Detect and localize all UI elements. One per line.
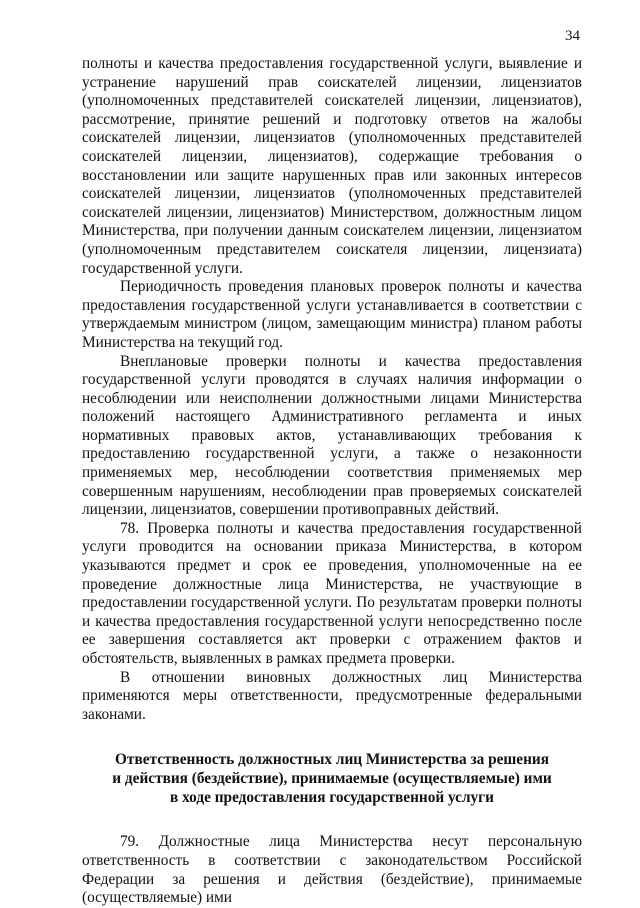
paragraph-liability-measures: В отношении виновных должностных лиц Министерства применяются меры ответственности, предусмотренные федеральными законами.	[82, 668, 582, 723]
paragraph-item-79: 79. Должностные лица Министерства несут персональную ответственность в соответствии с законодательством Российской Федерации за решения и действия (бездействие), принимаемые (осуществляемые) ими	[82, 833, 582, 907]
page-number: 34	[565, 28, 580, 44]
document-body	[82, 55, 582, 908]
paragraph-item-78: 78. Проверка полноты и качества предоставления государственной услуги проводится на основании приказа Министерства, в котором указываются предмет и срок ее проведения, уполномоченные на ее проведение должностные лица Министерства, не участвующие в предоставлении государственной услуги. По результатам проверки полноты и качества предоставления государственной услуги непосредственно после ее завершения составляется акт проверки с отражением фактов и обстоятельств, выявленных в рамках предмета проверки.	[82, 519, 582, 667]
heading-line: в ходе предоставления государственной услуги	[170, 789, 494, 807]
heading-line: Ответственность должностных лиц Министерства за решения	[115, 751, 549, 769]
paragraph-unplanned-checks: Внеплановые проверки полноты и качества предоставления государственной услуги проводятся в случаях наличия информации о несоблюдении или неисполнении должностными лицами Министерства положений настоящего Административного регламента и иных нормативных правовых актов, устанавливающих требования к предоставлению государственной услуги, а также о незаконности применяемых мер, несоблюдении соответствия применяемых мер совершенным нарушениям, несоблюдении прав проверяемых соискателей лицензии, лицензиатов, совершении противоправных действий.	[82, 352, 582, 519]
paragraph-planned-checks: Периодичность проведения плановых проверок полноты и качества предоставления государственной услуги устанавливается в соответствии с утверждаемым министром (лицом, замещающим министра) планом работы Министерства на текущий год.	[82, 278, 582, 351]
section-heading	[82, 750, 582, 807]
heading-line: и действия (бездействие), принимаемые (осуществляемые) ими	[112, 770, 552, 788]
paragraph-continuation: полноты и качества предоставления государственной услуги, выявление и устранение нарушений прав соискателей лицензии, лицензиатов (уполномоченных представителей соискателей лицензии, лицензиатов), рассмотрение, принятие решений и подготовку ответов на жалобы соискателей лицензии, лицензиатов (уполномоченных представителей соискателей лицензии, лицензиатов), содержащие требования о восстановлении или защите нарушенных прав или законных интересов соискателей лицензии, лицензиатов (уполномоченных представителей соискателей лицензии, лицензиатов) Министерством, должностным лицом Министерства, при получении данным соискателем лицензии, лицензиатом (уполномоченным представителем соискателя лицензии, лицензиата) государственной услуги.	[82, 55, 582, 277]
